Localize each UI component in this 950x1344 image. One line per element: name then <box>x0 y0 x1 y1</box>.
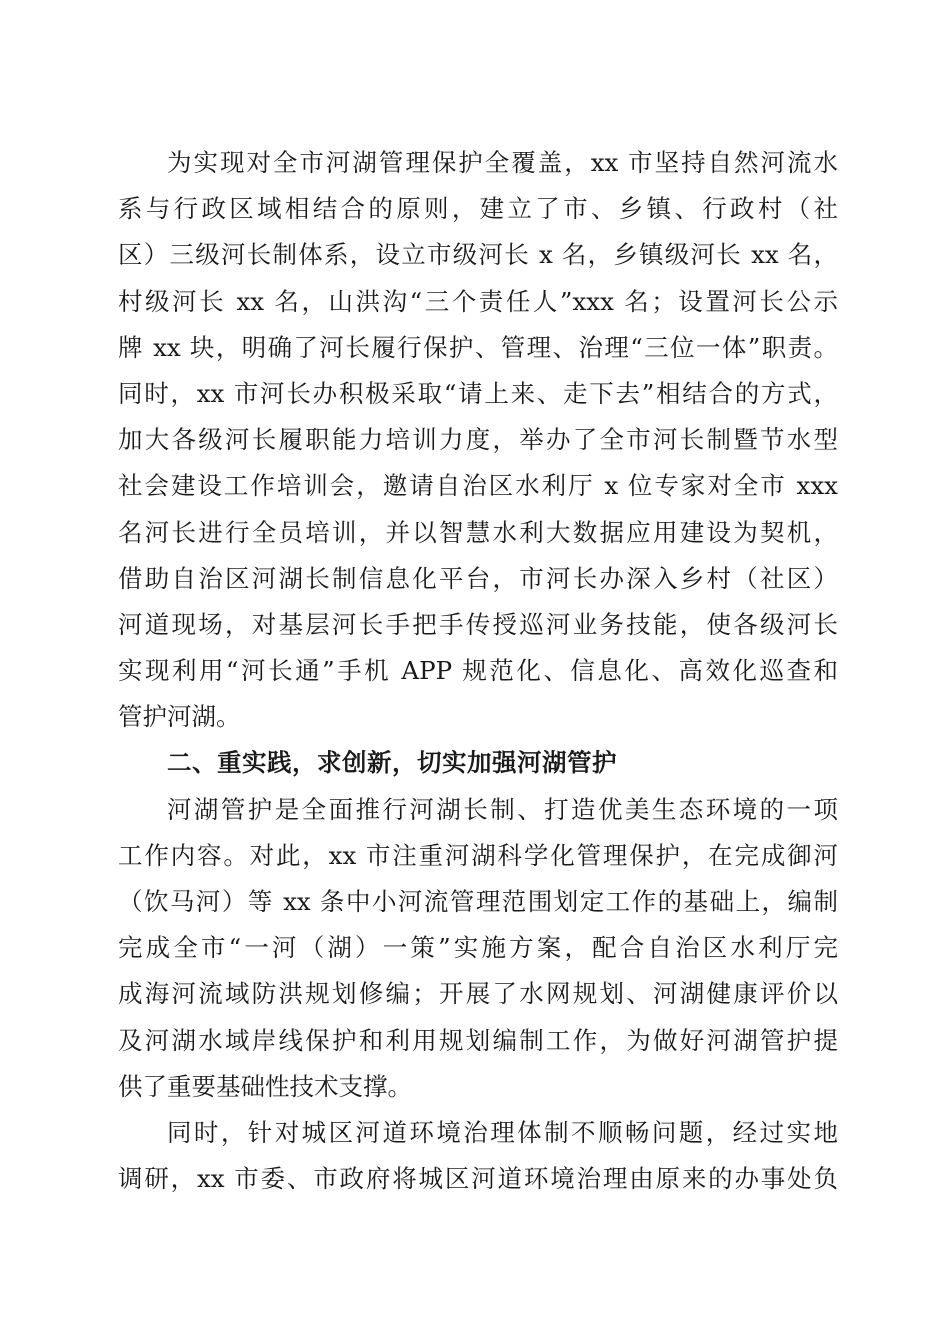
paragraph-line: （饮马河）等 xx 条中小河流管理范围划定工作的基础上，编制 <box>118 887 838 916</box>
paragraph-line: 实现利用“河长通”手机 APP 规范化、信息化、高效化巡查和 <box>118 656 838 686</box>
paragraph-line: 供了重要基础性技术支撑。 <box>118 1071 412 1101</box>
document-body <box>118 140 838 1202</box>
paragraph-line: 同时，xx 市河长办积极采取“请上来、走下去”相结合的方式， <box>118 378 838 408</box>
paragraph-line: 村级河长 xx 名，山洪沟“三个责任人”xxx 名；设置河长公示 <box>118 286 838 316</box>
paragraph-line: 管护河湖。 <box>118 702 241 732</box>
paragraph-line: 调研，xx 市委、市政府将城区河道环境治理由原来的办事处负 <box>118 1164 838 1194</box>
paragraph-line: 及河湖水域岸线保护和利用规划编制工作，为做好河湖管护提 <box>118 1025 838 1055</box>
paragraph-line: 名河长进行全员培训，并以智慧水利大数据应用建设为契机， <box>118 517 838 547</box>
paragraph-river-management <box>118 787 838 1110</box>
paragraph-line: 加大各级河长履职能力培训力度，举办了全市河长制暨节水型 <box>118 425 838 455</box>
paragraph-line: 社会建设工作培训会，邀请自治区水利厅 x 位专家对全市 xxx <box>118 471 838 501</box>
paragraph-line: 区）三级河长制体系，设立市级河长 x 名，乡镇级河长 xx 名， <box>118 240 838 270</box>
paragraph-line: 牌 xx 块，明确了河长履行保护、管理、治理“三位一体”职责。 <box>118 332 838 362</box>
paragraph-line: 借助自治区河湖长制信息化平台，市河长办深入乡村（社区） <box>118 563 838 593</box>
paragraph-line: 成海河流域防洪规划修编；开展了水网规划、河湖健康评价以 <box>118 979 838 1009</box>
paragraph-line: 工作内容。对此，xx 市注重河湖科学化管理保护，在完成御河 <box>118 840 838 870</box>
paragraph-line: 完成全市“一河（湖）一策”实施方案，配合自治区水利厅完 <box>118 933 838 963</box>
paragraph-line: 系与行政区域相结合的原则，建立了市、乡镇、行政村（社 <box>118 194 838 224</box>
paragraph-river-chief-system <box>118 140 838 740</box>
paragraph-line: 同时，针对城区河道环境治理体制不顺畅问题，经过实地 <box>167 1117 838 1147</box>
paragraph-line: 河湖管护是全面推行河湖长制、打造优美生态环境的一项 <box>167 794 838 824</box>
section-heading: 二、重实践，求创新，切实加强河湖管护 <box>167 748 617 778</box>
paragraph-line: 为实现对全市河湖管理保护全覆盖，xx 市坚持自然河流水 <box>167 148 838 177</box>
paragraph-urban-river-governance <box>118 1110 838 1202</box>
paragraph-line: 河道现场，对基层河长手把手传授巡河业务技能，使各级河长 <box>118 609 838 639</box>
